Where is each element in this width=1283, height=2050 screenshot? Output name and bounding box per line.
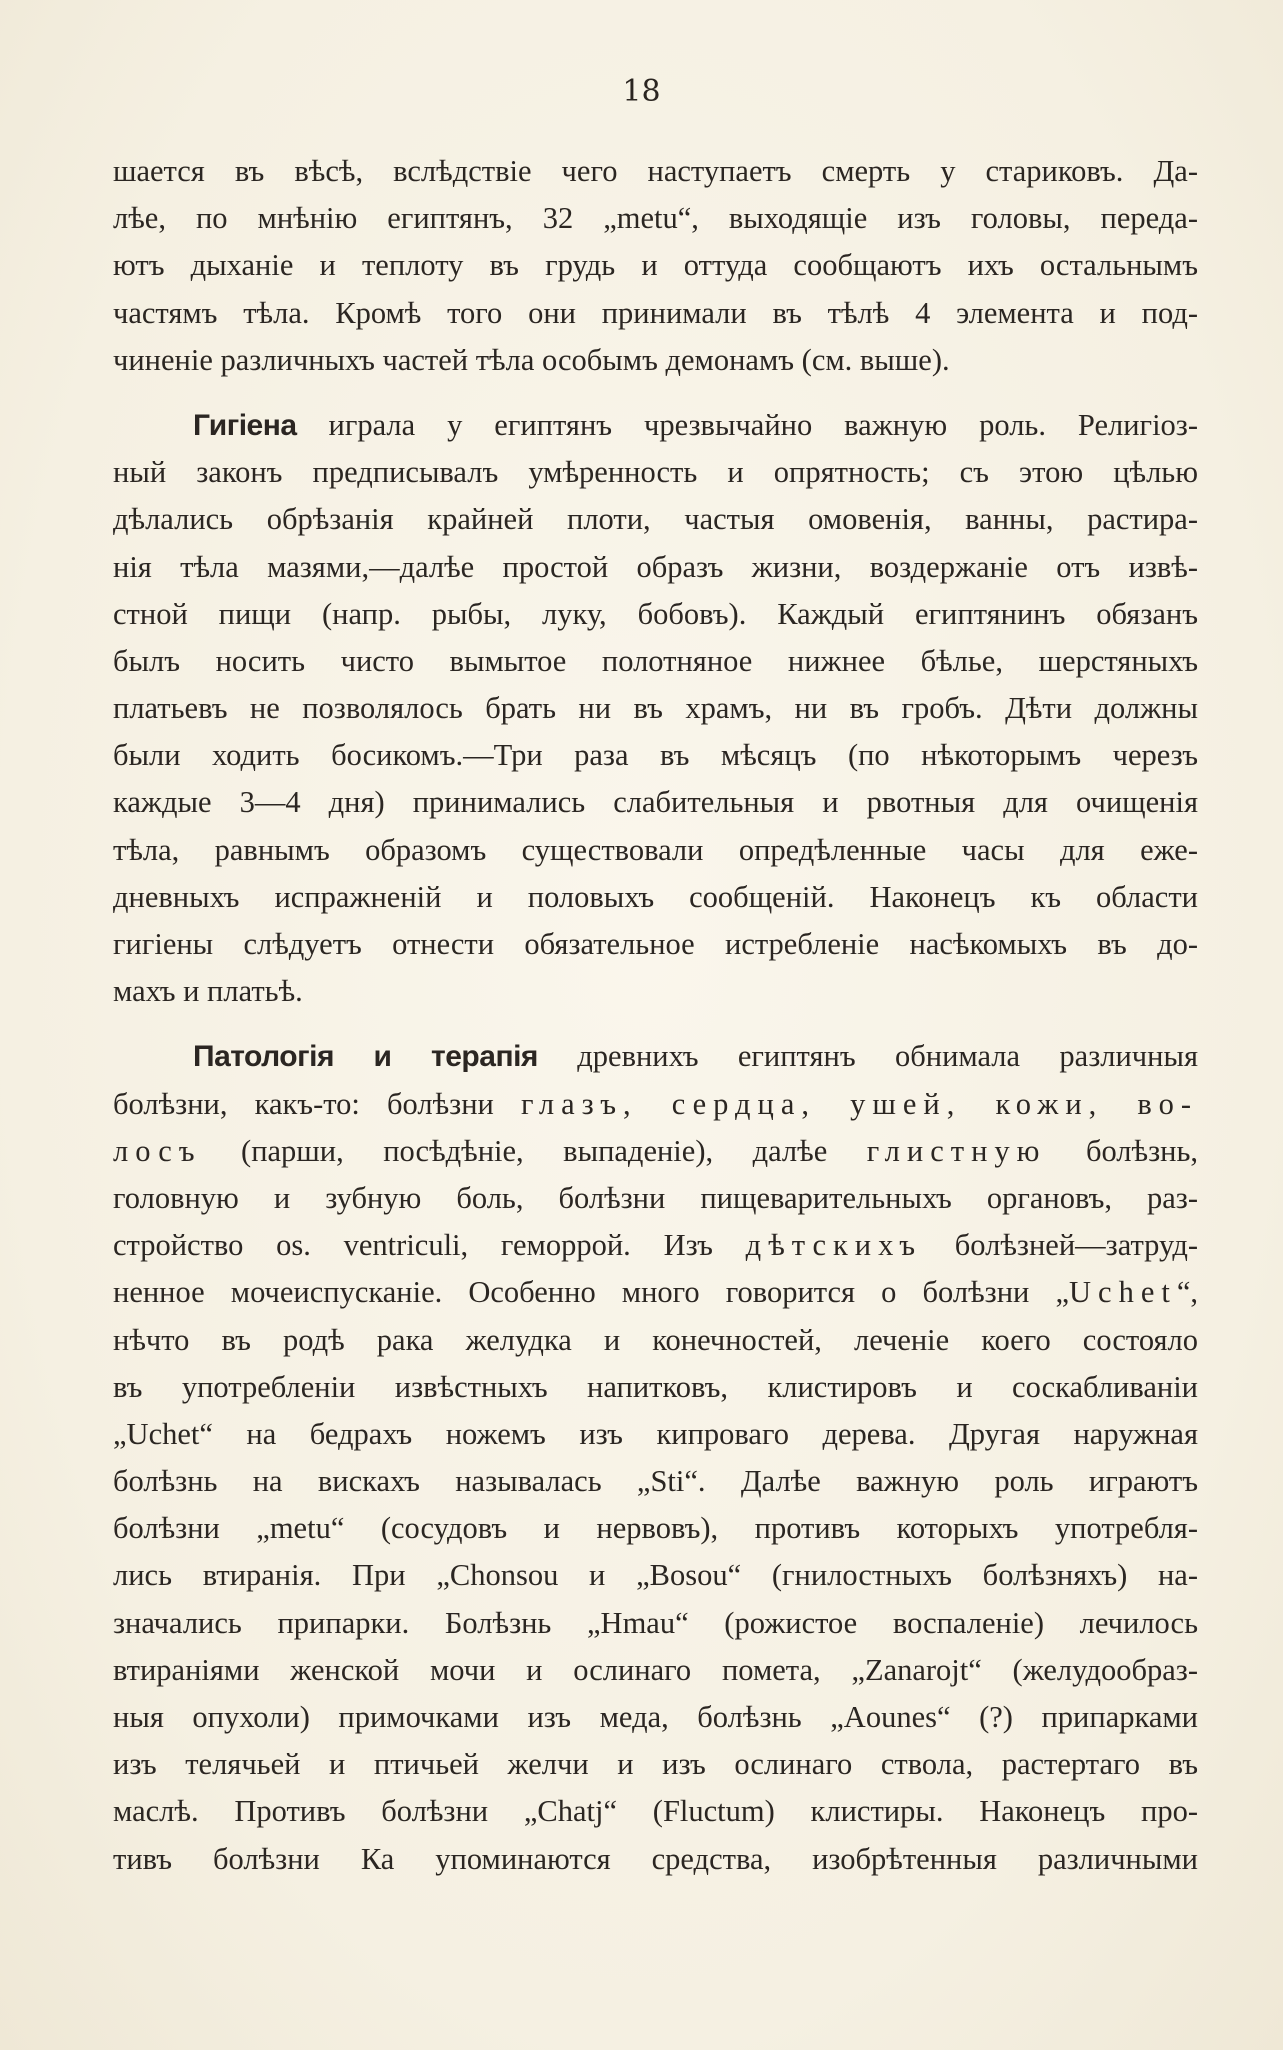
- text-segment: дѣтскихъ: [745, 1228, 922, 1263]
- text-segment: нѣчто въ родѣ рака желудка и конечностей, леченіе коего состояло: [113, 1322, 1198, 1357]
- text-segment: маслѣ. Противъ болѣзни „Chatj“ (Fluctum) клистиры. Наконецъ про-: [113, 1794, 1198, 1829]
- text-segment: головную и зубную боль, болѣзни пищеварительныхъ органовъ, раз-: [113, 1180, 1198, 1215]
- text-segment: ненное мочеиспусканіе. Особенно много говорится о болѣзни „: [113, 1275, 1069, 1310]
- text-line: [113, 968, 1198, 1015]
- text-line: [113, 779, 1198, 826]
- text-segment: махъ и платьѣ.: [113, 974, 303, 1009]
- text-segment: болѣзни, какъ-то: болѣзни: [113, 1086, 521, 1121]
- text-segment: играла у египтянъ чрезвычайно важную роль. Религіоз-: [296, 407, 1198, 442]
- text-segment: гигіены слѣдуетъ отнести обязательное истребленіе насѣкомыхъ въ до-: [113, 927, 1198, 961]
- text-segment: глазъ, сердца, ушей, кожи, во-: [520, 1086, 1198, 1121]
- text-segment: лѣе, по мнѣнію египтянъ, 32 „metu“, выходящіе изъ головы, переда-: [113, 201, 1198, 236]
- text-line: [113, 337, 1198, 384]
- page-number: 18: [622, 74, 661, 109]
- text-segment: значались припарки. Болѣзнь „Hmau“ (рожистое воспаленіе) лечилось: [113, 1605, 1198, 1640]
- text-line: [113, 1741, 1198, 1788]
- text-segment: “,: [1176, 1275, 1198, 1310]
- paragraph-gap: [113, 384, 1198, 402]
- text-line: [113, 591, 1198, 638]
- text-segment: древнихъ египтянъ обнимала различныя: [537, 1039, 1198, 1074]
- text-line: [113, 242, 1198, 289]
- text-line: [113, 1128, 1198, 1175]
- text-line: [113, 1033, 1198, 1080]
- text-line: [113, 1458, 1198, 1505]
- section-heading: Патологія и терапія: [193, 1040, 538, 1074]
- text-line: [113, 1175, 1198, 1222]
- text-line: [113, 290, 1198, 337]
- text-segment: ный законъ предписывалъ умѣренность и опрятность; съ этою цѣлью: [113, 455, 1198, 490]
- text-segment: Uchet: [1069, 1275, 1177, 1310]
- text-line: [113, 732, 1198, 779]
- text-line: [113, 921, 1198, 968]
- text-line: [113, 496, 1198, 543]
- text-segment: дневныхъ испражненій и половыхъ сообщеній. Наконецъ къ области: [113, 879, 1198, 914]
- text-segment: дѣлались обрѣзанія крайней плоти, частыя омовенія, ванны, растира-: [113, 502, 1198, 537]
- text-segment: платьевъ не позволялось брать ни въ храмъ, ни въ гробъ. Дѣти должны: [113, 691, 1198, 726]
- text-line: [113, 544, 1198, 591]
- text-segment: „Uchet“ на бедрахъ ножемъ изъ кипроваго дерева. Другая наружная: [113, 1416, 1198, 1451]
- text-segment: стройство os. ventriculi, геморрой. Изъ: [113, 1228, 746, 1263]
- text-line: [113, 1552, 1198, 1599]
- text-segment: были ходить босикомъ.—Три раза въ мѣсяцъ (по нѣкоторымъ черезъ: [113, 738, 1198, 773]
- text-segment: лись втиранія. При „Chonsou и „Bosou“ (гнилостныхъ болѣзняхъ) на-: [113, 1558, 1198, 1593]
- text-line: [113, 1600, 1198, 1647]
- text-segment: (парши, посѣдѣніе, выпаденіе), далѣе: [201, 1133, 867, 1168]
- text-line: [113, 148, 1198, 195]
- text-line: [113, 1694, 1198, 1741]
- text-line: [113, 1411, 1198, 1458]
- text-line: [113, 402, 1198, 449]
- text-line: [113, 1788, 1198, 1835]
- paragraph-gap: [113, 1015, 1198, 1033]
- text-line: [113, 638, 1198, 685]
- text-segment: шается въ вѣсѣ, вслѣдствіе чего наступаетъ смерть у стариковъ. Да-: [113, 154, 1198, 188]
- text-segment: лосъ: [113, 1133, 202, 1168]
- text-segment: болѣзнь,: [1046, 1133, 1198, 1168]
- text-line: [113, 1836, 1198, 1883]
- text-segment: болѣзней—затруд-: [922, 1228, 1198, 1263]
- text-line: [113, 449, 1198, 496]
- text-segment: каждые 3—4 дня) принимались слабительныя и рвотныя для очищенія: [113, 785, 1198, 820]
- text-line: [113, 1505, 1198, 1552]
- text-line: [113, 685, 1198, 732]
- text-line: [113, 195, 1198, 242]
- text-segment: стной пищи (напр. рыбы, луку, бобовъ). Каждый египтянинъ обязанъ: [113, 596, 1198, 631]
- text-line: [113, 827, 1198, 874]
- text-line: [113, 1269, 1198, 1316]
- body-text: [113, 148, 1198, 1883]
- text-segment: втираніями женской мочи и ослинаго помета, „Zanarojt“ (желудообраз-: [113, 1652, 1198, 1687]
- text-segment: въ употребленіи извѣстныхъ напитковъ, клистировъ и соскабливаніи: [113, 1369, 1198, 1404]
- text-line: [113, 1364, 1198, 1411]
- text-segment: былъ носить чисто вымытое полотняное нижнее бѣлье, шерстяныхъ: [113, 643, 1198, 678]
- text-segment: тѣла, равнымъ образомъ существовали опредѣленные часы для еже-: [113, 832, 1198, 867]
- text-segment: тивъ болѣзни Ка упоминаются средства, изобрѣтенныя различными: [113, 1841, 1198, 1876]
- text-line: [113, 874, 1198, 921]
- text-segment: ютъ дыханіе и теплоту въ грудь и оттуда сообщаютъ ихъ остальнымъ: [113, 248, 1198, 283]
- text-segment: нія тѣла мазями,—далѣе простой образъ жизни, воздержаніе отъ извѣ-: [113, 549, 1198, 584]
- text-segment: ныя опухоли) примочками изъ меда, болѣзнь „Aounes“ (?) припарками: [113, 1700, 1198, 1734]
- text-line: [113, 1222, 1198, 1269]
- text-segment: глистную: [866, 1133, 1047, 1168]
- text-line: [113, 1317, 1198, 1364]
- text-segment: болѣзни „metu“ (сосудовъ и нервовъ), противъ которыхъ употребля-: [113, 1511, 1198, 1546]
- section-heading: Гигіена: [193, 408, 297, 442]
- text-segment: чиненіе различныхъ частей тѣла особымъ демонамъ (см. выше).: [113, 342, 950, 377]
- text-segment: болѣзнь на вискахъ называлась „Sti“. Далѣе важную роль играютъ: [113, 1464, 1198, 1499]
- text-line: [113, 1081, 1198, 1128]
- text-segment: частямъ тѣла. Кромѣ того они принимали въ тѣлѣ 4 элемента и под-: [113, 295, 1198, 330]
- text-line: [113, 1647, 1198, 1694]
- text-segment: изъ телячьей и птичьей желчи и изъ ослинаго ствола, растертаго въ: [113, 1747, 1198, 1782]
